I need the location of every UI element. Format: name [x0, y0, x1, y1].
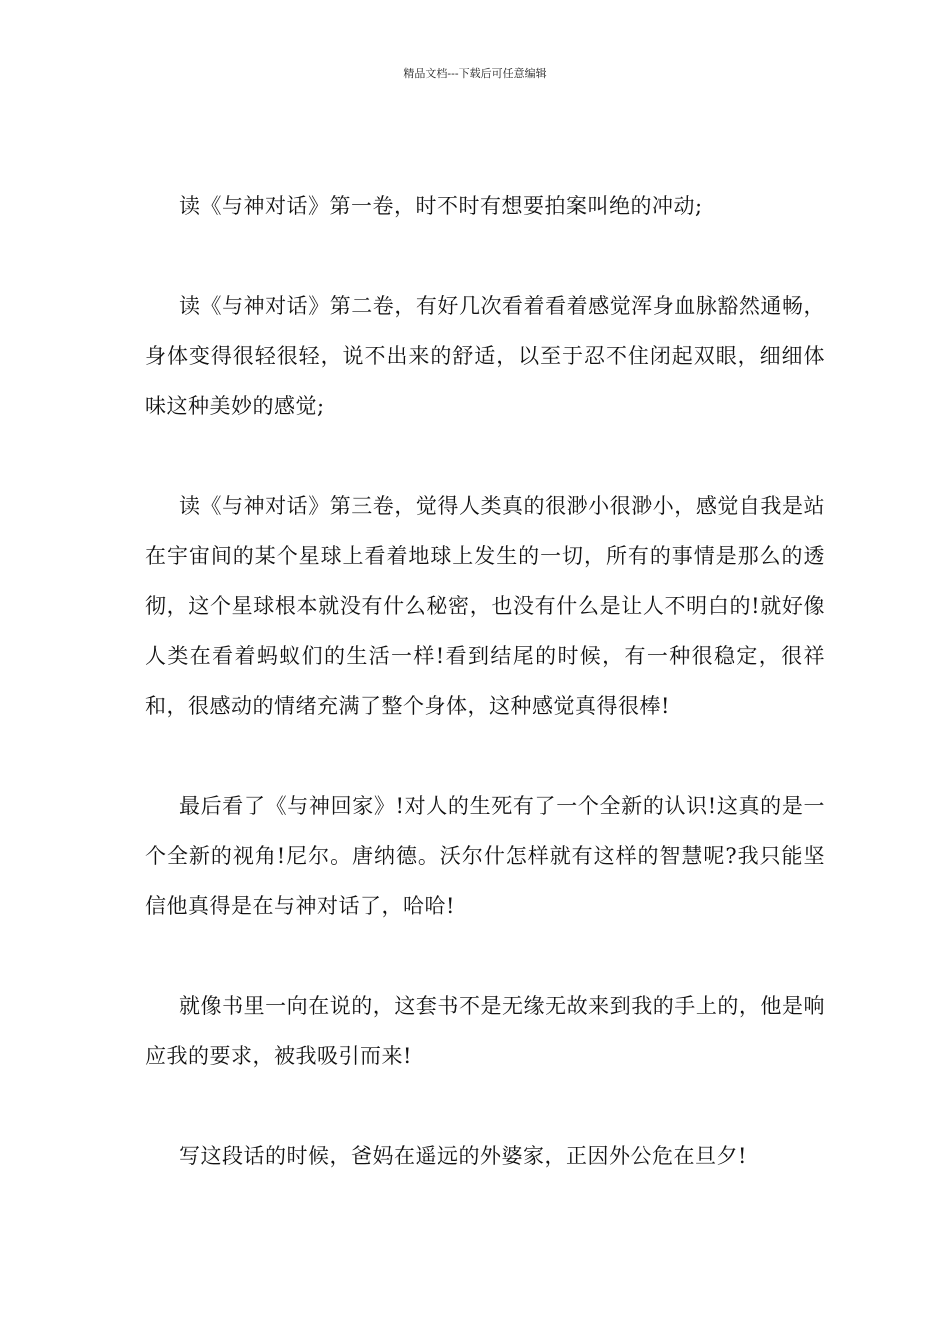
page-header: 精品文档---下载后可任意编辑 — [403, 67, 547, 80]
paragraph-3: 读《与神对话》第三卷，觉得人类真的很渺小很渺小，感觉自我是站在宇宙间的某个星球上看着地球上发生的一切，所有的事情是那么的透彻，这个星球根本就没有什么秘密，也没有什么是让人不明白的!就好像人类在看着蚂蚁们的生活一样!看到结尾的时候，有一种很稳定，很祥和，很感动的情绪充满了整个身体，这种感觉真得很棒! — [145, 494, 825, 718]
paragraph-6: 写这段话的时候，爸妈在遥远的外婆家，正因外公危在旦夕! — [179, 1144, 747, 1168]
paragraph-4: 最后看了《与神回家》!对人的生死有了一个全新的认识!这真的是一个全新的视角!尼尔。唐纳德。沃尔什怎样就有这样的智慧呢?我只能坚信他真得是在与神对话了，哈哈! — [145, 794, 825, 918]
paragraph-1: 读《与神对话》第一卷，时不时有想要拍案叫绝的冲动; — [179, 194, 703, 218]
paragraph-5: 就像书里一向在说的，这套书不是无缘无故来到我的手上的，他是响应我的要求，被我吸引而来! — [145, 994, 825, 1068]
document-body — [145, 181, 825, 1231]
paragraph-2: 读《与神对话》第二卷，有好几次看着看着感觉浑身血脉豁然通畅，身体变得很轻很轻，说不出来的舒适，以至于忍不住闭起双眼，细细体味这种美妙的感觉; — [145, 294, 825, 418]
